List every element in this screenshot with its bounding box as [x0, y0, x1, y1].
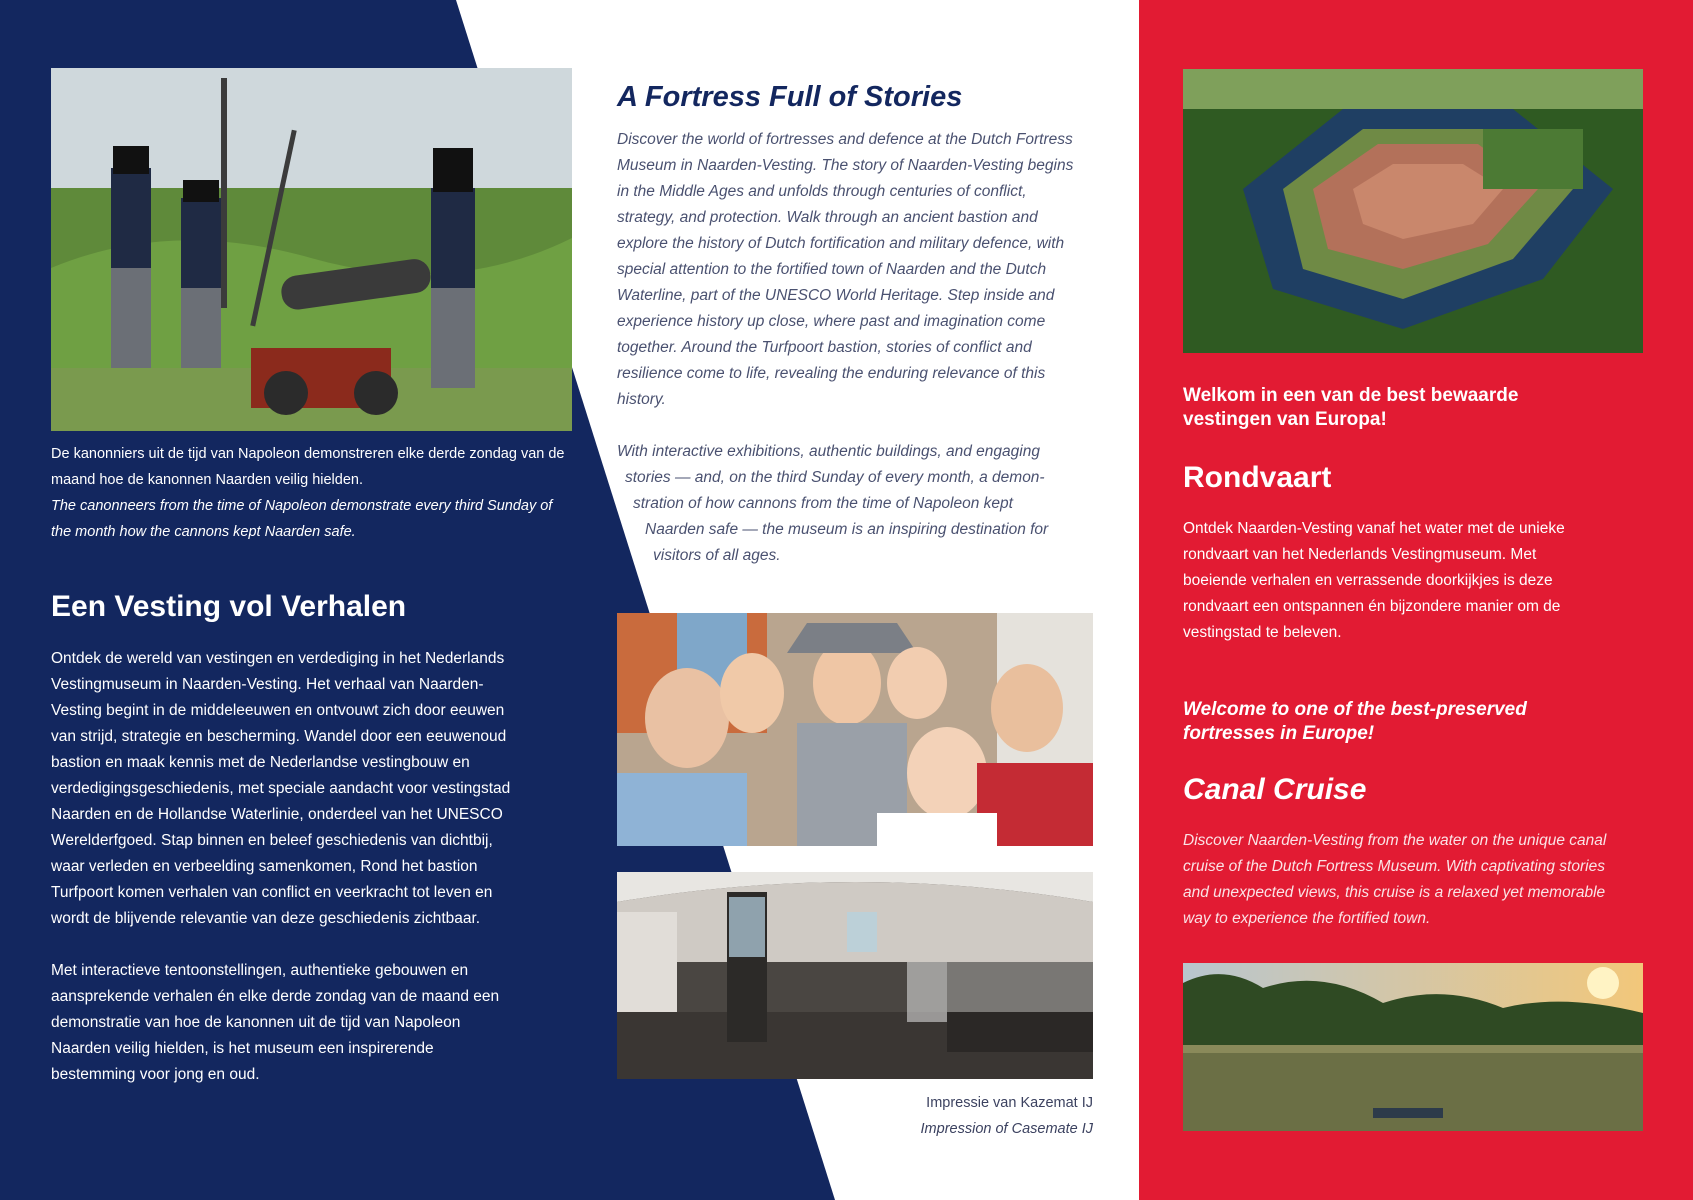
- children-photo: [617, 613, 1093, 846]
- heading-en: A Fortress Full of Stories: [617, 81, 963, 113]
- heading-rondvaart: Rondvaart: [1183, 461, 1332, 494]
- caption-nl: De kanonniers uit de tijd van Napoleon demonstreren elke derde zondag van de maand hoe de kanonnen Naarden veilig hielden.: [51, 446, 565, 488]
- heading-canal-cruise: Canal Cruise: [1183, 773, 1367, 806]
- caption-nl: Impressie van Kazemat IJ: [926, 1095, 1093, 1111]
- body-canal-cruise: Discover Naarden-Vesting from the water on the unique canal cruise of the Dutch Fortress Museum. With captivating stories and unexpected views, this cruise is a relaxed yet memorable way to experience the fortified town.: [1183, 832, 1607, 927]
- welcome-en: Welcome to one of the best-preserved fortresses in Europe!: [1183, 699, 1527, 744]
- caption-en: Impression of Casemate IJ: [920, 1121, 1093, 1137]
- body-en-line: visitors of all ages.: [653, 547, 781, 564]
- body-en-line: Naarden safe — the museum is an inspiring destination for: [645, 521, 1049, 538]
- cannoneers-caption: [51, 441, 571, 545]
- body-en-line: With interactive exhibitions, authentic buildings, and engaging: [617, 443, 1040, 460]
- casemate-caption: [820, 1090, 1093, 1142]
- body-nl: [51, 646, 521, 1088]
- welcome-nl: Welkom in een van de best bewaarde vestingen van Europa!: [1183, 385, 1519, 430]
- heading-nl: Een Vesting vol Verhalen: [51, 590, 407, 623]
- canal-sunset-photo: [1183, 963, 1643, 1131]
- body-en-paragraph-1: Discover the world of fortresses and defence at the Dutch Fortress Museum in Naarden-Vesting. The story of Naarden-Vesting begins in the Middle Ages and unfolds through centuries of conflict, strategy, and protection. Walk through an ancient bastion and explore the history of Dutch fortification and military defence, with special attention to the fortified town of Naarden and the Dutch Waterline, part of the UNESCO World Heritage. Step inside and experience history up close, where past and imagination come together. Around the Turfpoort bastion, stories of conflict and resilience come to life, revealing the enduring relevance of this history.: [617, 131, 1074, 408]
- aerial-fortress-photo: [1183, 69, 1643, 353]
- casemate-photo: [617, 872, 1093, 1079]
- body-en-line: stration of how cannons from the time of Napoleon kept: [633, 495, 1013, 512]
- body-en-paragraph-2: [617, 439, 1087, 569]
- caption-en: The canonneers from the time of Napoleon demonstrate every third Sunday of the month how the cannons kept Naarden safe.: [51, 498, 553, 540]
- body-nl-paragraph-2: Met interactieve tentoonstellingen, authentieke gebouwen en aansprekende verhalen én elke derde zondag van de maand een demonstratie van hoe de kanonnen uit de tijd van Napoleon Naarden veilig hielden, is het museum een inspirerende bestemming voor jong en oud.: [51, 962, 500, 1083]
- body-nl-paragraph-1: Ontdek de wereld van vestingen en verdediging in het Nederlands Vestingmuseum in Naarden-Vesting. Het verhaal van Naarden-Vesting begint in de middeleeuwen en ontvouwt zich door eeuwen van strijd, strategie en bescherming. Wandel door een eeuwenoud bastion en maak kennis met de Nederlandse vestingbouw en verdedigingsgeschiedenis, met speciale aandacht voor vestingstad Naarden en de Hollandse Waterlinie, onderdeel van het UNESCO Werelderfgoed. Stap binnen en beleef geschiedenis van dichtbij, waar verleden en verbeelding samenkomen, Rond het bastion Turfpoort komen verhalen van conflict en veerkracht tot leven en wordt de blijvende relevantie van deze geschiedenis zichtbaar.: [51, 650, 511, 927]
- body-en-line: stories — and, on the third Sunday of every month, a demon-: [625, 469, 1045, 486]
- body-rondvaart: Ontdek Naarden-Vesting vanaf het water met de unieke rondvaart van het Nederlands Vestingmuseum. Met boeiende verhalen en verrassende doorkijkjes is deze rondvaart een ontspannen én bijzondere manier om de vestingstad te beleven.: [1183, 520, 1565, 641]
- cannoneers-photo: [51, 68, 572, 431]
